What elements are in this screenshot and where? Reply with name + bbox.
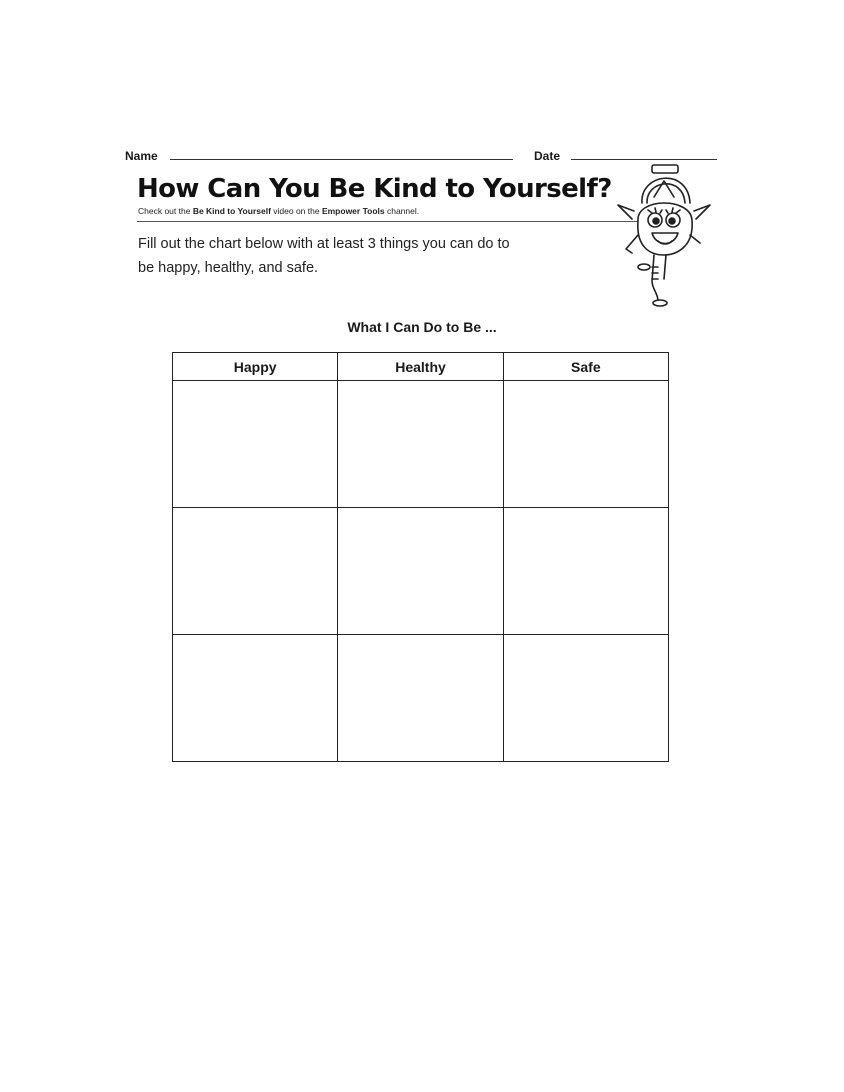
table-cell[interactable] bbox=[338, 508, 503, 635]
table-cell[interactable] bbox=[173, 635, 338, 762]
chart-header-row bbox=[173, 353, 669, 381]
page-title: How Can You Be Kind to Yourself? bbox=[137, 174, 612, 204]
subtitle-middle: video on the bbox=[270, 206, 322, 216]
activity-chart bbox=[172, 352, 669, 762]
table-row bbox=[173, 635, 669, 762]
cartoon-character-icon bbox=[614, 163, 714, 308]
name-label: Name bbox=[125, 149, 158, 163]
column-header-safe: Safe bbox=[503, 353, 668, 381]
subtitle-prefix: Check out the bbox=[138, 206, 193, 216]
table-row bbox=[173, 381, 669, 508]
column-header-healthy: Healthy bbox=[338, 353, 503, 381]
subtitle-suffix: channel. bbox=[384, 206, 420, 216]
name-field[interactable] bbox=[170, 159, 513, 160]
chart-title: What I Can Do to Be ... bbox=[347, 319, 497, 335]
table-row bbox=[173, 508, 669, 635]
subtitle-channel: Empower Tools bbox=[321, 206, 385, 216]
table-cell[interactable] bbox=[338, 635, 503, 762]
title-divider bbox=[137, 221, 657, 222]
table-cell[interactable] bbox=[503, 635, 668, 762]
table-cell[interactable] bbox=[338, 381, 503, 508]
column-header-happy: Happy bbox=[173, 353, 338, 381]
date-field[interactable] bbox=[571, 159, 717, 160]
instructions: Fill out the chart below with at least 3 things you can do to be happy, healthy, and safe. bbox=[138, 236, 510, 276]
subtitle bbox=[138, 206, 419, 216]
table-cell[interactable] bbox=[173, 508, 338, 635]
table-cell[interactable] bbox=[503, 381, 668, 508]
subtitle-video: Be Kind to Yourself bbox=[192, 206, 271, 216]
date-label: Date bbox=[534, 149, 561, 163]
table-cell[interactable] bbox=[503, 508, 668, 635]
table-cell[interactable] bbox=[173, 381, 338, 508]
